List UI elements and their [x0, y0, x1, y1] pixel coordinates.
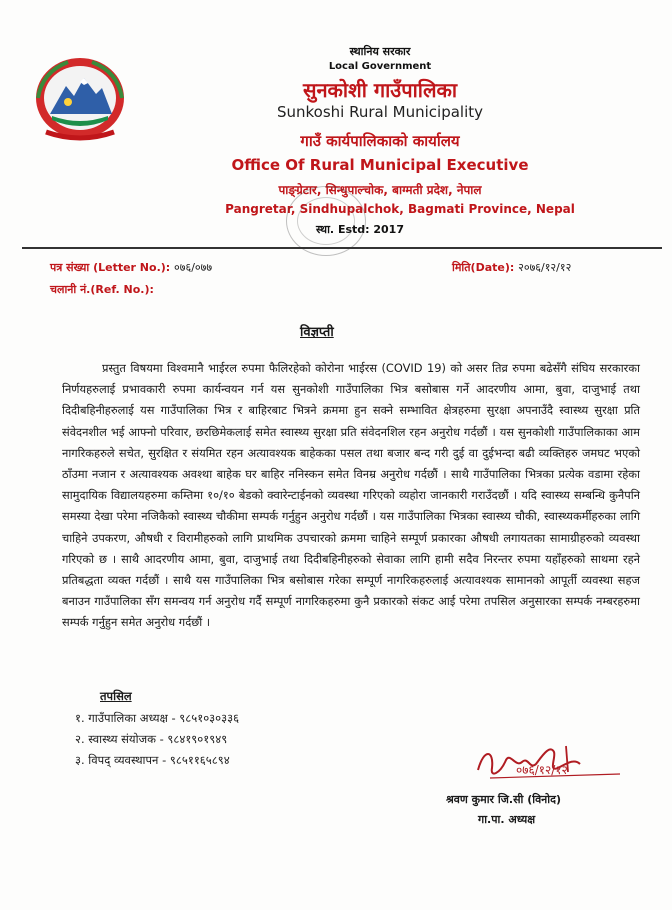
notice-body: प्रस्तुत विषयमा विश्वमानै भाईरल रुपमा फैलिरहेको कोरोना भाईरस (COVID 19) को असर तिव्र रुपमा बढेसँगै संघिय सरकारका निर्णयहरुलाई प्रभावकारी रुपमा कार्यन्वयन गर्न यस सुनकोशी गाउँपालिका भित्र बसोबास गर्ने आदरणीय आमा, बुवा, दाजुभाई तथा दिदीबहिनीहरुलाई यस गाउँपालिका भित्र र बाहिरबाट भित्रने क्रममा हुन सक्ने सम्भावित क्षेत्रहरुमा सुरक्षा अपनाउँदै स्वास्थ्य सुरक्षा प्रति संवेदनशील भई आफ्नो परिवार, छरछिमेकलाई समेत स्वास्थ्य सुरक्षा प्रति संवेदनशिल रहन अनुरोध गर्दछौं । यस सुनकोशी गाउँपालिकाका आम नागरिकहरुले सचेत, सुरक्षित र संयमित रहन अत्यावश्यक बाहेकका पसल तथा बजार बन्द गरी दुई वा दुईभन्दा बढी व्यक्तिहरु जमघट भएको ठाँउमा नजान र अत्यावश्यक अवश्था बाहेक घर बाहिर ननिस्कन समेत विनम्र अनुरोध गर्दछौं । साथै गाउँपालिका भित्रका प्रत्येक वडामा रहेका सामुदायिक विद्यालयहरुमा कम्तिमा १०/१० बेडको क्वारेन्टाईनको व्यवस्था गरिएको व्यहोरा जानकारी गराउँदछौं । यदि स्वास्थ्य सम्बन्धि कुनैपनि समस्या देखा परेमा नजिकैको स्वास्थ्य चौकीमा सम्पर्क गर्नुहुन अनुरोध गर्दछौं । यस गाउँपालिका भित्रका स्वास्थ्य चौकी, स्वास्थ्यकर्मीहरुका लागि चाहिने उपकरण, औषधी र विरामीहरुको लागि प्राथमिक उपचारको क्रममा चाहिने सम्पूर्ण प्रकारका औषधी लगायतका सामाग्रीहरुको व्यवस्था गरिएको छ । साथै आदरणीय आमा, बुवा, दाजुभाई तथा दिदीबहिनीहरुको सेवाका लागि हामी सदैव निरन्तर रुपमा यहाँहरुको साथमा रहने प्रतिबद्धता व्यक्त गर्दछौं । साथै यस गाउँपालिका भित्र बसोबास गरेका सम्पूर्ण नागरिकहरुलाई अत्यावश्यक सामानको आपूर्ती व्यवस्था सहज बनाउन गाउँपालिका सँग समन्वय गर्न अनुरोध गर्दै सम्पूर्ण नागरिकहरुमा कुनै प्रकारको संकट आई परेमा तपसिल अनुसारका सम्पर्क नम्बरहरुमा सम्पर्क गर्नुहुन समेत अनुरोध गर्दछौं ।	[62, 361, 640, 630]
established-year: स्था. Estd: 2017	[316, 223, 404, 236]
contact-health-coordinator: २. स्वास्थ्य संयोजक - ९८४१९०१९४९	[75, 732, 228, 746]
contacts-title: तपसिल	[100, 689, 132, 703]
letter-number	[50, 260, 212, 275]
signature-date: ०७६/१२/१२	[516, 763, 568, 777]
signatory-name: श्रवण कुमार जि.सी (विनोद)	[446, 793, 562, 806]
address-nepali: पाङ्ग्रेटार, सिन्धुपाल्चोक, बाग्मती प्रदेश, नेपाल	[278, 183, 482, 197]
letter-number-value: ०७६/०७७	[174, 261, 213, 274]
signatory-role: गा.पा. अध्यक्ष	[478, 813, 536, 826]
municipality-name-nepali: सुनकोशी गाउँपालिका	[302, 78, 458, 102]
handwritten-signature	[470, 738, 630, 788]
contact-chairperson: १. गाउँपालिका अध्यक्ष - ९८५१०३०३३६	[75, 711, 240, 725]
address-english: Pangretar, Sindhupalchok, Bagmati Province, Nepal	[225, 202, 575, 216]
municipality-name-english: Sunkoshi Rural Municipality	[276, 103, 483, 121]
reference-number-label: चलानी नं.(Ref. No.):	[50, 283, 154, 296]
contact-disaster-management: ३. विपद् व्यवस्थापन - ९८५११६५८९४	[75, 753, 230, 767]
date-value: २०७६/१२/१२	[518, 261, 572, 274]
letter-number-label: पत्र संख्या (Letter No.):	[50, 261, 171, 274]
office-name-english: Office Of Rural Municipal Executive	[231, 156, 529, 174]
office-name-nepali: गाउँ कार्यपालिकाको कार्यालय	[300, 132, 460, 150]
local-government-label-english: Local Government	[328, 61, 432, 72]
office-stamp-top	[286, 186, 366, 256]
office-stamp-bottom	[468, 812, 628, 862]
letter-date	[452, 260, 571, 275]
local-government-label-nepali: स्थानिय सरकार	[349, 45, 411, 58]
notice-title: विज्ञप्ती	[300, 325, 334, 340]
header-divider	[22, 247, 662, 249]
date-label: मिति(Date):	[452, 261, 515, 274]
contacts-list	[75, 708, 239, 771]
municipality-logo-emblem	[28, 52, 132, 144]
